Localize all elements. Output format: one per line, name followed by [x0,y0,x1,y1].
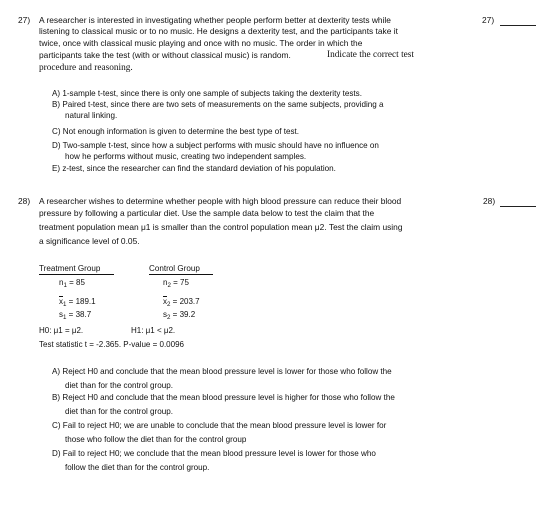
q28-stem-line-4: a significance level of 0.05. [39,236,140,246]
x2-bar-symbol: x [163,297,167,306]
q28-option-a-cont: diet than for the control group. [65,381,173,390]
q28-option-b-cont: diet than for the control group. [65,407,173,416]
s2-value [163,310,195,320]
s1-number: = 38.7 [66,310,92,319]
q28-number: 28) [18,196,31,206]
q28-stem-line-3-c: . Test the claim using [324,222,403,232]
q27-option-c[interactable]: C) Not enough information is given to determine the best type of test. [52,127,299,136]
q28-option-d[interactable]: D) Fail to reject H0; we conclude that the mean blood pressure level is lower for those who [52,449,376,458]
s2-number: = 39.2 [170,310,196,319]
q27-instruction-2: procedure and reasoning. [39,63,133,73]
q27-option-b-cont: natural linking. [65,111,118,120]
x2-value [163,297,200,307]
s2-subscript: 2 [167,314,171,321]
q27-side-number: 27) [482,15,495,25]
q27-stem-line-3: twice, once with classical music playing and once with no music. The order in which the [39,38,363,48]
n2-subscript: 2 [167,282,171,289]
s2-symbol: s [163,310,167,319]
q28-stem-line-3-b: is smaller than the control population mean [150,222,315,232]
q28-option-b[interactable]: B) Reject H0 and conclude that the mean blood pressure level is higher for those who follow the [52,393,395,402]
q27-instruction-1: Indicate the correct test [327,50,414,60]
q27-option-a[interactable]: A) 1-sample t-test, since there is only one sample of subjects taking the dexterity tests. [52,89,362,98]
q27-number: 27) [18,15,31,25]
mu1-symbol: μ1 [140,222,151,232]
q28-option-a[interactable]: A) Reject H0 and conclude that the mean blood pressure level is lower for those who follow the [52,367,392,376]
s1-value [59,310,91,320]
q28-side-number: 28) [483,196,496,206]
q28-stem-line-3 [39,222,402,233]
q28-stem-line-3-a: treatment population mean [39,222,141,232]
null-hypothesis: H0: μ1 = μ2. [39,326,84,335]
treatment-header-underline [39,274,114,275]
x1-number: = 189.1 [66,297,96,306]
x2-subscript: 2 [167,301,171,308]
q27-option-d-cont: how he performs without music, creating two independent samples. [65,152,307,161]
n1-subscript: 1 [63,282,67,289]
test-statistic: Test statistic t = -2.365. P-value = 0.0096 [39,340,184,349]
n2-symbol: n [163,278,168,287]
q28-option-d-cont: follow the diet than for the control group. [65,463,210,472]
x1-bar-symbol: x [59,297,63,306]
q27-answer-line[interactable] [500,25,536,26]
control-group-header: Control Group [149,264,200,273]
q27-stem-line-4: participants take the test (with or without classical music) is random. [39,50,291,60]
q28-stem-line-2: pressure by following a particular diet. Use the sample data below to test the claim that the [39,208,375,218]
alternative-hypothesis: H1: μ1 < μ2. [131,326,176,335]
q27-stem-line-2: listening to classical music or to no music. He designs a dexterity test, and the participants take it [39,26,398,36]
q27-stem-line-1: A researcher is interested in investigating whether people perform better at dexterity tests while [39,15,391,25]
q28-answer-line[interactable] [500,206,536,207]
treatment-group-header: Treatment Group [39,264,101,273]
control-header-underline [149,274,213,275]
n2-value [163,278,189,288]
n2-number: = 75 [170,278,189,287]
q27-option-b[interactable]: B) Paired t-test, since there are two sets of measurements on the same subjects, providing a [52,100,384,109]
q27-option-d[interactable]: D) Two-sample t-test, since how a subject performs with music should have no influence on [52,141,379,150]
q28-option-c-cont: those who follow the diet than for the control group [65,435,247,444]
n1-number: = 85 [66,278,85,287]
q28-option-c[interactable]: C) Fail to reject H0; we are unable to conclude that the mean blood pressure level is lower for [52,421,387,430]
mu2-symbol: μ2 [314,222,325,232]
n1-symbol: n [59,278,64,287]
n1-value [59,278,85,288]
s1-symbol: s [59,310,63,319]
x1-value [59,297,96,307]
x2-number: = 203.7 [170,297,200,306]
q28-stem-line-1: A researcher wishes to determine whether people with high blood pressure can reduce their blood [39,196,402,206]
x1-subscript: 1 [63,301,67,308]
q27-option-e[interactable]: E) z-test, since the researcher can find the standard deviation of his population. [52,164,336,173]
s1-subscript: 1 [63,314,67,321]
